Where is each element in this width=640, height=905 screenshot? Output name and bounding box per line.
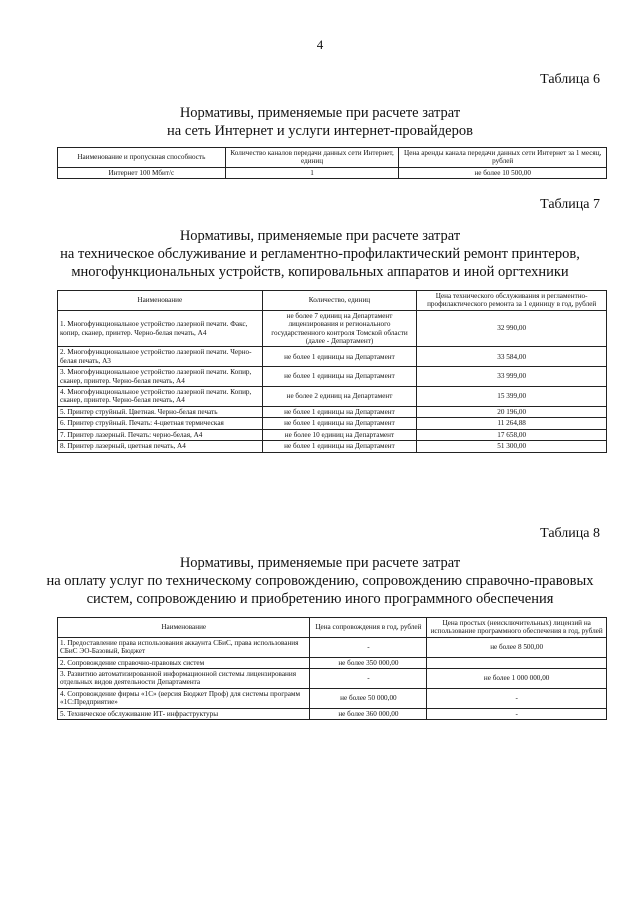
column-header: Количество, единиц (262, 291, 417, 311)
table-cell: не более 1 единицы на Департамент (262, 406, 417, 417)
table-row (58, 429, 607, 440)
column-header: Цена технического обслуживания и регламентно-профилактического ремонта за 1 единицу в год, рублей (417, 291, 607, 311)
table-cell: не более 8 500,00 (427, 637, 607, 657)
table-row (58, 637, 607, 657)
table-cell: 4. Многофункциональное устройство лазерной печати. Копир, сканер, принтер. Черно-белая печать, А4 (58, 387, 263, 407)
page-number: 4 (316, 37, 324, 52)
table-row (58, 310, 607, 347)
table-7-title (40, 227, 600, 281)
column-header: Цена сопровождения в год, рублей (310, 618, 427, 638)
table-cell: не более 7 единиц на Департамент лицензирования и регионального государственного контроля Томской области (далее - Департамент) (262, 310, 417, 347)
table-cell: не более 1 единицы на Департамент (262, 347, 417, 367)
table-cell: не более 10 500,00 (399, 167, 607, 178)
table-cell: не более 50 000,00 (310, 688, 427, 708)
table-row (58, 688, 607, 708)
table-cell: 3. Многофункциональное устройство лазерной печати. Копир, сканер, принтер. Черно-белая печать, А4 (58, 367, 263, 387)
table-cell: 1. Предоставление права использования аккаунта СБиС, права использования СБиС ЭО-Базовый, Бюджет (58, 637, 310, 657)
table-cell: 32 990,00 (417, 310, 607, 347)
table-cell: - (427, 708, 607, 719)
table-row (58, 708, 607, 719)
table-7-title-line: на техническое обслуживание и регламентно-профилактический ремонт принтеров, (60, 246, 580, 262)
table-cell: - (310, 669, 427, 689)
table-cell: 11 264,88 (417, 418, 607, 429)
table-cell: 6. Принтер струйный. Печать: 4-цветная термическая (58, 418, 263, 429)
table-row (58, 657, 607, 668)
table-cell: 2. Многофункциональное устройство лазерной печати. Черно-белая печать, А3 (58, 347, 263, 367)
table-cell: не более 10 единиц на Департамент (262, 429, 417, 440)
table-7-title-line: Нормативы, применяемые при расчете затрат (179, 228, 461, 244)
table-cell: не более 360 000,00 (310, 708, 427, 719)
table-6-title-line: на сеть Интернет и услуги интернет-провайдеров (167, 123, 473, 139)
table-row (58, 406, 607, 417)
table-header-row (58, 291, 607, 311)
table-row (58, 418, 607, 429)
table-6-title (40, 104, 600, 140)
table-cell: не более 1 единицы на Департамент (262, 441, 417, 452)
table-cell: 5. Техническое обслуживание ИТ- инфраструктуры (58, 708, 310, 719)
table-6-label: Таблица 6 (540, 72, 600, 87)
table-cell: 20 196,00 (417, 406, 607, 417)
table-cell: Интернет 100 Мбит/с (58, 167, 226, 178)
table-cell: не более 1 единицы на Департамент (262, 367, 417, 387)
table-7-title-line: многофункциональных устройств, копировальных аппаратов и иной оргтехники (71, 264, 569, 280)
table-cell: 33 584,00 (417, 347, 607, 367)
table-8-title-line: на оплату услуг по техническому сопровождению, сопровождению справочно-правовых (46, 573, 594, 589)
table-cell: 51 300,00 (417, 441, 607, 452)
table-row (58, 441, 607, 452)
table-8-title (40, 554, 600, 608)
table-cell: - (310, 637, 427, 657)
table-8-label: Таблица 8 (540, 526, 600, 541)
table-cell: не более 350 000,00 (310, 657, 427, 668)
table-row (58, 347, 607, 367)
table-cell: 2. Сопровождение справочно-правовых систем (58, 657, 310, 668)
table-cell: не более 1 000 000,00 (427, 669, 607, 689)
table-cell: 8. Принтер лазерный, цветная печать, А4 (58, 441, 263, 452)
table-row (58, 669, 607, 689)
table-row (58, 367, 607, 387)
table-cell: 3. Развитию автоматизированной информационной системы лицензирования отдельных видов деятельности Департамента (58, 669, 310, 689)
table-8-title-line: Нормативы, применяемые при расчете затрат (179, 555, 461, 571)
table-cell: 1 (225, 167, 399, 178)
table-cell: 4. Сопровождение фирмы «1С» (версия Бюджет Проф) для системы программ «1С:Предприятие» (58, 688, 310, 708)
table-8 (57, 617, 607, 720)
table-7-label: Таблица 7 (540, 197, 600, 212)
table-6-title-line: Нормативы, применяемые при расчете затрат (179, 105, 461, 121)
table-8-title-line: систем, сопровождению и приобретению иного программного обеспечения (86, 591, 554, 607)
table-cell: 5. Принтер струйный. Цветная. Черно-белая печать (58, 406, 263, 417)
table-cell: 7. Принтер лазерный. Печать: черно-белая, А4 (58, 429, 263, 440)
table-cell (427, 657, 607, 668)
table-cell: не более 2 единиц на Департамент (262, 387, 417, 407)
column-header: Количество каналов передачи данных сети Интернет, единиц (225, 148, 399, 168)
table-cell: 15 399,00 (417, 387, 607, 407)
table-row (58, 387, 607, 407)
column-header: Цена простых (неисключительных) лицензий на использование программного обеспечения в год, рублей (427, 618, 607, 638)
table-cell: 17 658,00 (417, 429, 607, 440)
column-header: Наименование и пропускная способность (58, 148, 226, 168)
column-header: Наименование (58, 618, 310, 638)
table-header-row (58, 618, 607, 638)
column-header: Цена аренды канала передачи данных сети Интернет за 1 месяц, рублей (399, 148, 607, 168)
table-cell: не более 1 единицы на Департамент (262, 418, 417, 429)
table-cell: 1. Многофункциональное устройство лазерной печати. Факс, копир, сканер, принтер. Черно-белая печать, А4 (58, 310, 263, 347)
table-cell: - (427, 688, 607, 708)
table-6 (57, 147, 607, 179)
table-row (58, 167, 607, 178)
column-header: Наименование (58, 291, 263, 311)
table-cell: 33 999,00 (417, 367, 607, 387)
table-7 (57, 290, 607, 453)
table-header-row (58, 148, 607, 168)
